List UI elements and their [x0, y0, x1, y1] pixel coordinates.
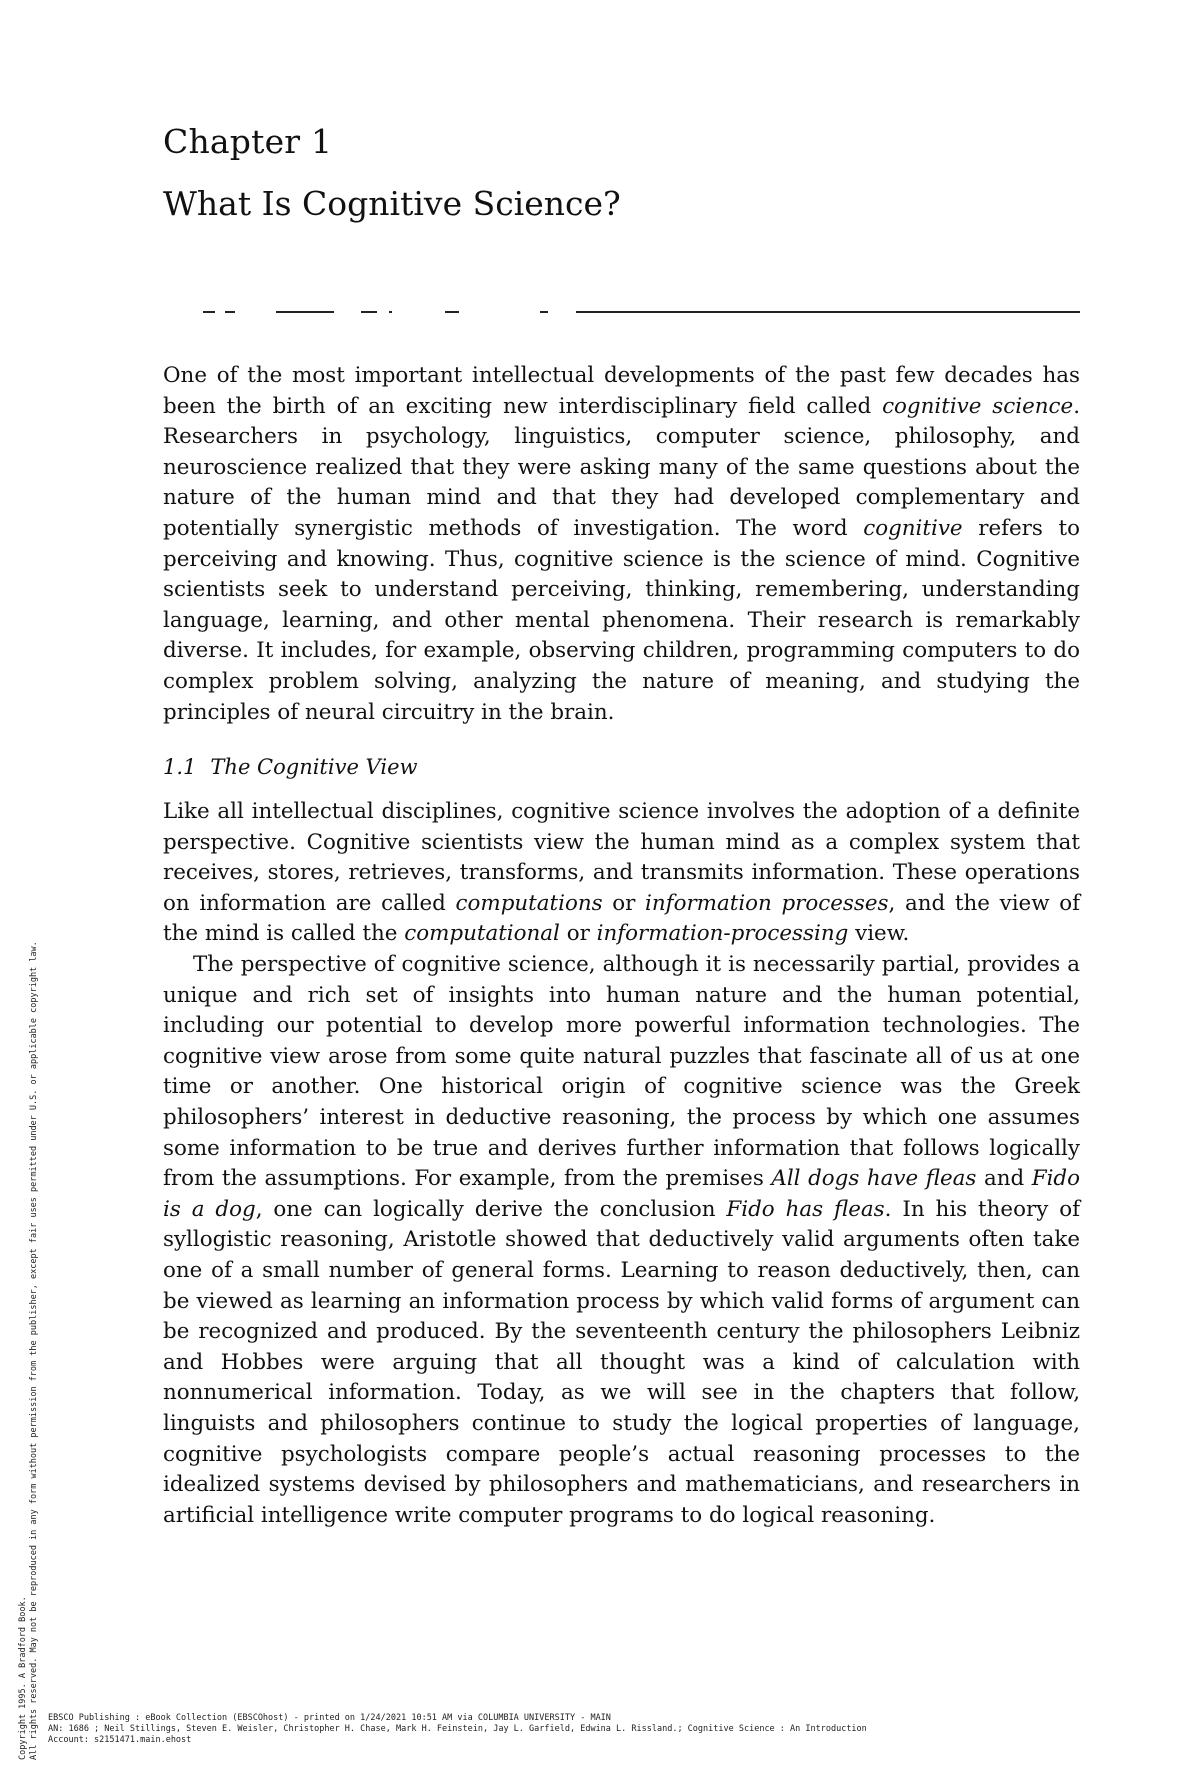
emphasis-term: information processes: [645, 890, 889, 916]
header-rule: [600, 311, 1080, 313]
emphasis-term: All dogs have fleas: [771, 1166, 977, 1192]
ebsco-footer: [48, 1713, 1188, 1746]
emphasis-term: cognitive: [863, 515, 963, 541]
emphasis-term: computations: [455, 890, 603, 916]
footer-line-3: Account: s2151471.main.ehost: [48, 1735, 192, 1745]
copyright-line-2: All rights reserved. May not be reproduced in any form without permission from the publisher, except fair uses permitted under U.S. or applicable copyright law.: [29, 941, 39, 1760]
emphasis-term: computational: [404, 921, 560, 947]
footer-line-1: EBSCO Publishing : eBook Collection (EBSCOhost) - printed on 1/24/2021 10:51 AM via COLUMBIA UNIVERSITY - MAIN: [48, 1713, 611, 1723]
section-title: The Cognitive View: [210, 755, 418, 779]
section-heading: [163, 755, 417, 779]
intro-paragraph: One of the most important intellectual developments of the past few decades has been the birth of an exciting new interdisciplinary field called cognitive science. Researchers in psychology, linguistics, computer science, philosophy, and neuroscience realized that they were asking many of the same questions about the nature of the human mind and that they had developed complementary and potentially synergistic methods of investigation. The word cognitive refers to perceiving and knowing. Thus, cognitive science is the science of mind. Cognitive scientists seek to understand perceiving, thinking, remembering, understanding language, learning, and other mental phenomena. Their research is remarkably diverse. It includes, for example, observing children, programming computers to do complex problem solving, analyzing the nature of meaning, and studying the principles of neural circuitry in the brain.: [163, 363, 1080, 725]
emphasis-term: information-processing: [596, 921, 849, 947]
section-paragraph-2: The perspective of cognitive science, although it is necessarily partial, provides a unique and rich set of insights into human nature and the human potential, including our potential to develop more powerful information technologies. The cognitive view arose from some quite natural puzzles that fascinate all of us at one time or another. One historical origin of cognitive science was the Greek philosophers’ interest in deductive reasoning, the process by which one assumes some information to be true and derives further information that follows logically from the assumptions. For example, from the premises All dogs have fleas and Fido is a dog, one can logically derive the conclusion Fido has fleas. In his theory of syllogistic reasoning, Aristotle showed that deductively valid arguments often take one of a small number of general forms. Learning to reason deductively, then, can be viewed as learning an information process by which valid forms of argument can be recognized and produced. By the seventeenth century the philosophers Leibniz and Hobbes were arguing that all thought was a kind of calculation with nonnumerical information. Today, as we will see in the chapters that follow, linguists and philosophers continue to study the logical properties of language, cognitive psychologists compare people’s actual reasoning processes to the idealized systems devised by philosophers and mathematicians, and researchers in artificial intelligence write computer programs to do logical reasoning.: [163, 952, 1080, 1528]
chapter-label: Chapter 1: [163, 122, 333, 161]
copyright-line-1: Copyright 1995. A Bradford Book.: [18, 1596, 28, 1760]
emphasis-term: Fido is a dog: [163, 1166, 1080, 1222]
section-paragraph-1: Like all intellectual disciplines, cognitive science involves the adoption of a definite perspective. Cognitive scientists view the human mind as a complex system that receives, stores, retrieves, transforms, and transmits information. These operations on information are called computations or information processes, and the view of the mind is called the computational or information-processing view.: [163, 799, 1080, 947]
section-number: 1.1: [163, 755, 197, 779]
header-rule-dashed: [203, 311, 603, 314]
footer-line-2: AN: 1686 ; Neil Stillings, Steven E. Weisler, Christopher H. Chase, Mark H. Feinstein, Jay L. Garfield, Edwina L. Rissland.; Cognitive Science : An Introduction: [48, 1724, 867, 1734]
emphasis-term: Fido has fleas: [726, 1196, 885, 1222]
chapter-title: What Is Cognitive Science?: [163, 184, 621, 223]
copyright-watermark: [18, 660, 48, 1760]
emphasis-term: cognitive science: [882, 393, 1074, 419]
